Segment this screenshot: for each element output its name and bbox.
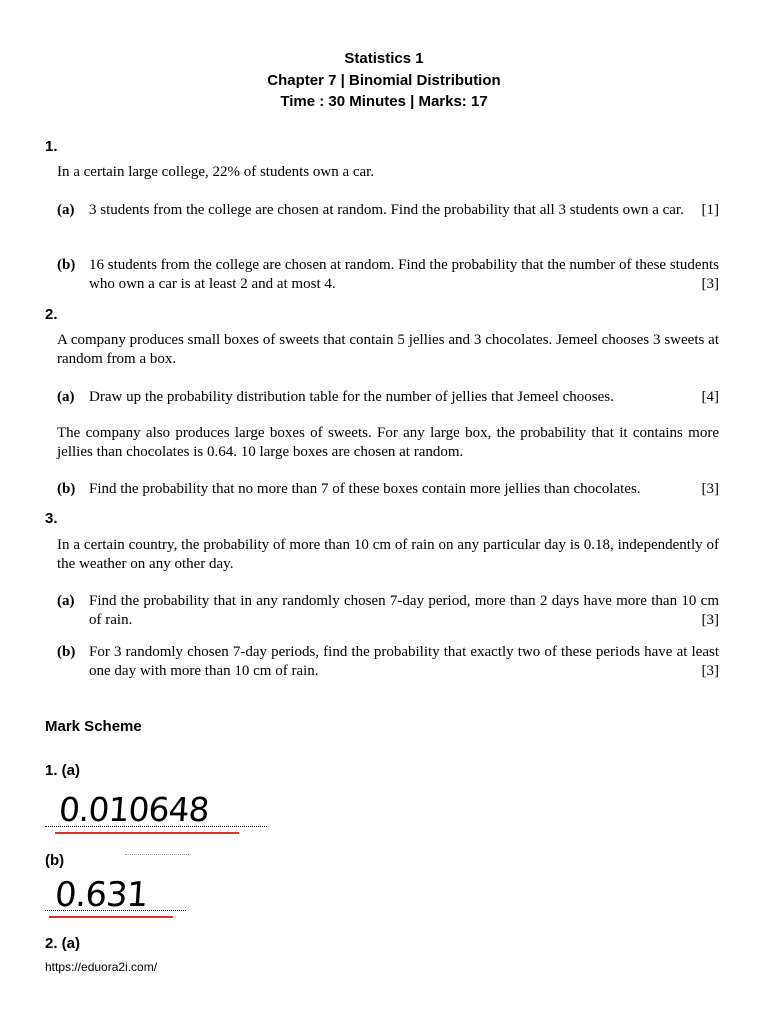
mark-scheme-title: Mark Scheme xyxy=(45,718,142,735)
document-title: Statistics 1 xyxy=(344,50,424,67)
part-label: (b) xyxy=(57,257,76,273)
question-context: The company also produces large boxes of sweets. For any large box, the probability that it contains more jellies than chocolates is 0.64. 10 large boxes are chosen at random. xyxy=(57,425,719,460)
question-number: 3. xyxy=(45,510,58,527)
answer-label: 1. (a) xyxy=(45,762,81,779)
part-text: Draw up the probability distribution table for the number of jellies that Jemeel chooses. xyxy=(89,389,614,405)
part-marks: [4] xyxy=(701,389,719,405)
handwritten-answer xyxy=(45,790,275,840)
red-underline xyxy=(49,916,173,918)
answer-label: (b) xyxy=(45,852,65,869)
part-text: For 3 randomly chosen 7-day periods, find the probability that exactly two of these periods have at least one day with more than 10 cm of rain. xyxy=(89,644,719,679)
handwritten-answer xyxy=(45,874,195,924)
question-part xyxy=(57,643,719,681)
question-number: 2. xyxy=(45,306,58,323)
question-part xyxy=(57,592,719,630)
question-intro: In a certain large college, 22% of students own a car. xyxy=(57,164,375,180)
part-label: (b) xyxy=(57,481,76,497)
part-marks: [3] xyxy=(701,612,719,628)
question-part xyxy=(57,480,719,499)
answer-value: 0.010648 xyxy=(57,790,210,829)
part-marks: [3] xyxy=(701,663,719,679)
time-marks: Time : 30 Minutes | Marks: 17 xyxy=(280,93,488,110)
question-part xyxy=(57,388,719,407)
part-label: (a) xyxy=(57,389,75,405)
answer-value: 0.631 xyxy=(53,875,149,915)
part-text: 16 students from the college are chosen at random. Find the probability that the number of these students who own a car is at least 2 and at most 4. xyxy=(89,257,719,292)
document-header xyxy=(0,48,768,113)
red-underline xyxy=(55,832,239,834)
part-marks: [3] xyxy=(701,481,719,497)
part-text: 3 students from the college are chosen at random. Find the probability that all 3 students own a car. xyxy=(89,202,684,218)
answer-label: 2. (a) xyxy=(45,935,81,952)
question-intro: A company produces small boxes of sweets that contain 5 jellies and 3 chocolates. Jemeel chooses 3 sweets at random from a box. xyxy=(57,332,719,367)
dotted-answer-line xyxy=(45,854,195,856)
part-label: (b) xyxy=(57,644,76,660)
faint-dotted-line xyxy=(125,854,189,855)
part-marks: [3] xyxy=(701,276,719,292)
part-text: Find the probability that no more than 7 of these boxes contain more jellies than chocolates. xyxy=(89,481,641,497)
chapter-title: Chapter 7 | Binomial Distribution xyxy=(267,71,501,89)
footer-url: https://eduora2i.com/ xyxy=(45,960,158,974)
question-part xyxy=(57,256,719,294)
part-label: (a) xyxy=(57,593,75,609)
part-text: Find the probability that in any randomly chosen 7-day period, more than 2 days have more than 10 cm of rain. xyxy=(89,593,719,628)
part-label: (a) xyxy=(57,202,75,218)
part-marks: [1] xyxy=(701,202,719,218)
question-number: 1. xyxy=(45,138,58,155)
question-intro: In a certain country, the probability of more than 10 cm of rain on any particular day is 0.18, independently of the weather on any other day. xyxy=(57,537,719,572)
question-part xyxy=(57,201,719,220)
